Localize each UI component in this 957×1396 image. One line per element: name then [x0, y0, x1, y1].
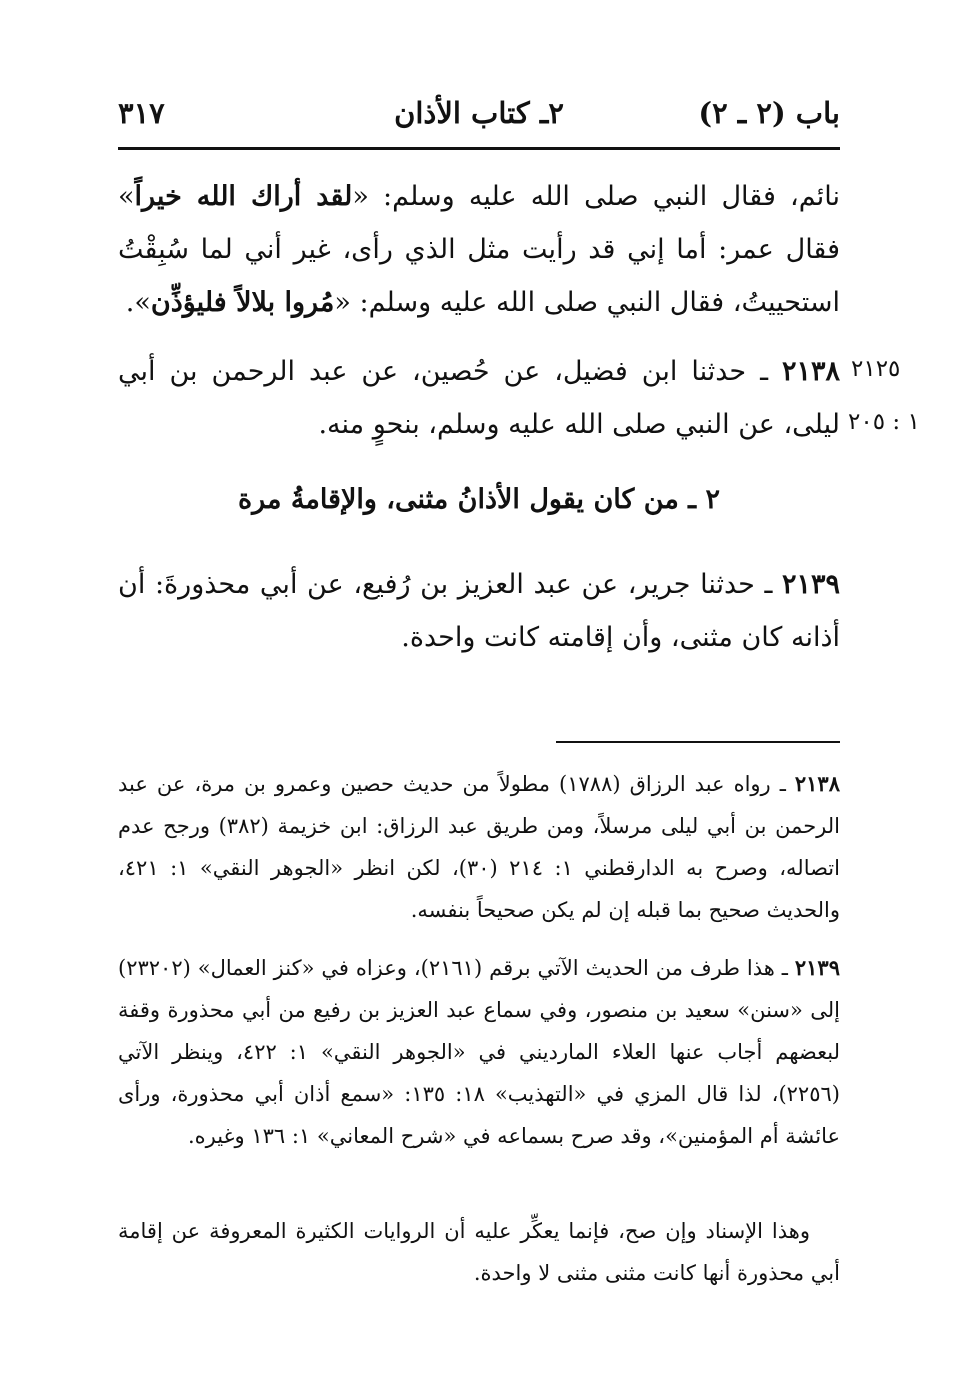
footnote-comment [118, 1210, 840, 1294]
footnote-2138 [118, 763, 840, 931]
hadith-2139 [118, 558, 840, 664]
margin-reference-volume: ١ : ٢٠٥ [848, 409, 920, 435]
footnote-number: ٢١٣٩ [794, 955, 840, 980]
hadith-text: ـ حدثنا ابن فضيل، عن حُصين، عن عبد الرحمن بن أبي ليلى، عن النبي صلى الله عليه وسلم، بنحوٍ منه. [118, 356, 840, 440]
footnote-number: ٢١٣٨ [794, 771, 840, 796]
paragraph-text-c: ». [125, 287, 151, 318]
paragraph-continuation [118, 170, 840, 329]
hadith-text: ـ حدثنا جرير، عن عبد العزيز بن رُفيع، عن أبي محذورةَ: أن أذانه كان مثنى، وأن إقامته كانت واحدة. [118, 569, 840, 653]
bold-quote-b: مُروا بلالاً فليؤذِّن [150, 287, 335, 318]
hadith-number: ٢١٣٩ [781, 569, 840, 600]
hadith-number: ٢١٣٨ [781, 356, 840, 387]
footnote-text: ـ رواه عبد الرزاق (١٧٨٨) مطولاً من حديث حصين وعمرو بن مرة، عن عبد الرحمن بن أبي ليلى مرسلاً، ومن طريق عبد الرزاق: ابن خزيمة (٣٨٢) ورجح عدم اتصاله، وصرح به الدارقطني ١: ٢١٤ (٣٠)، لكن انظر «الجوهر النقي» ١: ٤٢١، والحديث صحيح بما قبله إن لم يكن صحيحاً بنفسه. [118, 772, 840, 922]
book-title: ٢ـ كتاب الأذان [394, 96, 564, 130]
footnote-text: وهذا الإسناد وإن صح، فإنما يعكِّر عليه أن الروايات الكثيرة المعروفة عن إقامة أبي محذورة أنها كانت مثنى مثنى لا واحدة. [118, 1219, 840, 1285]
footnote-divider [556, 741, 840, 743]
footnote-text: ـ هذا طرف من الحديث الآتي برقم (٢١٦١)، وعزاه في «كنز العمال» (٢٣٢٠٢) إلى «سنن» سعيد بن منصور، وفي سماع عبد العزيز بن رفيع من أبي محذورة وقفة لبعضهم أجاب عنها العلاء المارديني في «الجوهر النقي» ١: ٤٢٢، وينظر الآتي (٢٢٥٦)، لذا قال المزي في «التهذيب» ١٨: ١٣٥: «سمع أذان أبي محذورة، ورأى عائشة أم المؤمنين»، وقد صرح بسماعه في «شرح المعاني» ١: ١٣٦ وغيره. [118, 956, 840, 1148]
chapter-label: باب (٢ ـ ٢) [698, 96, 840, 130]
margin-reference-number: ٢١٢٥ [851, 356, 901, 382]
page-number: ٣١٧ [118, 96, 165, 130]
bold-quote-a: لقد أراك الله خيراً [134, 181, 353, 212]
page-header [118, 88, 840, 144]
hadith-2138 [118, 345, 840, 451]
chapter-heading: ٢ ـ من كان يقول الأذانُ مثنى، والإقامةُ مرة [237, 484, 721, 515]
paragraph-text-b: » فقال عمر: أما إني قد رأيت مثل الذي رأى، غير أني لما سُبِقْتُ استحييتُ، فقال النبي صلى الله عليه وسلم: « [118, 181, 840, 318]
paragraph-text-a: نائم، فقال النبي صلى الله عليه وسلم: « [352, 181, 840, 212]
footnote-2139 [118, 947, 840, 1157]
header-divider [118, 147, 840, 150]
